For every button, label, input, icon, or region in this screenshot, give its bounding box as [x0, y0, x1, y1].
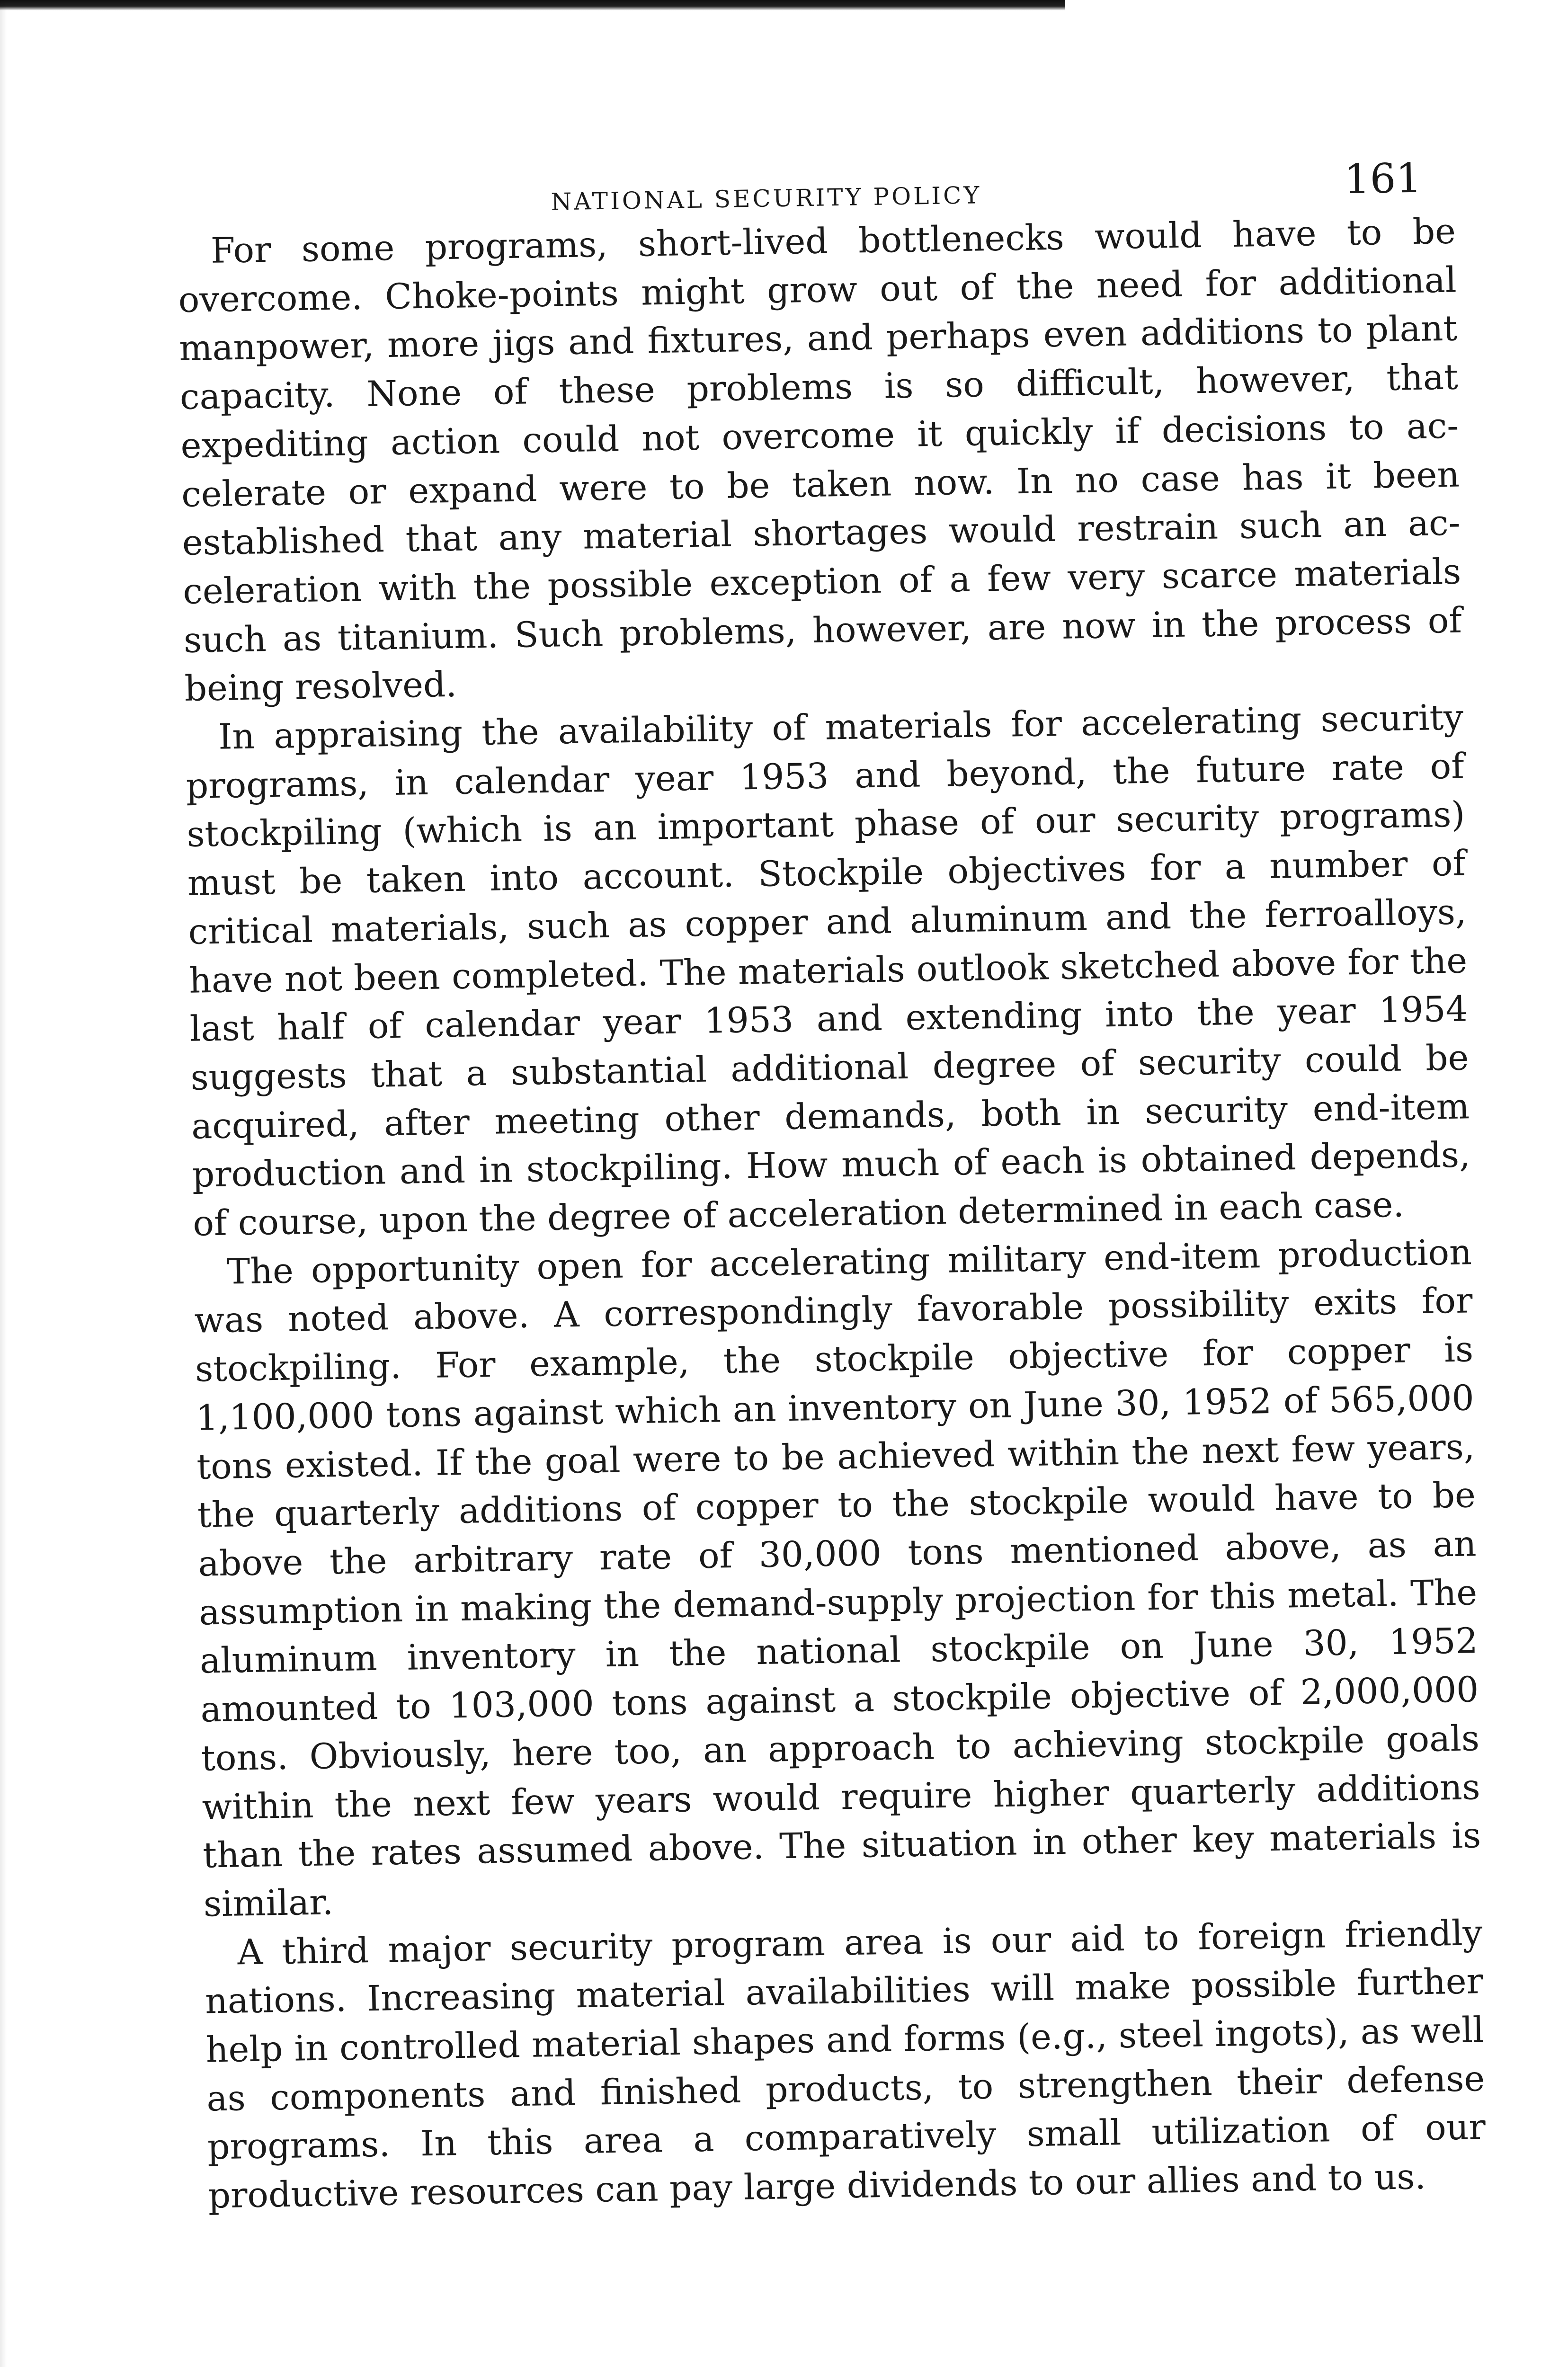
scan-dark-edge — [0, 0, 1065, 10]
paragraph-bottlenecks: For some programs, short-lived bottlenecks would have to be overcome. Choke-points might grow out of the need for additional manpower, more jigs and fixtures, and perhaps even additions to plant capacity. None of these problems is so difficult, however, that expediting action could not overcome it quickly if decisions to accelerate or expand were to be taken now. In no case has it been established that any material shortages would restrain such an acceleration with the possible exception of a few very scarce materials such as titanium. Such problems, however, are now in the process of being resolved. — [178, 211, 1462, 710]
page-number: 161 — [1344, 154, 1422, 204]
body-text — [177, 207, 1487, 2221]
book-page — [176, 136, 1487, 2221]
paragraph-foreign-aid: A third major security program area is our aid to foreign friendly nations. Increasing material availabilities will make possible further help in controlled material shapes and forms (e.g., steel ingots), as well as components and finished products, to strengthen their defense programs. In this area a comparatively small utilization of our productive resources can pay large dividends to our allies and to us. — [205, 1912, 1486, 2216]
paragraph-copper-aluminum: The opportunity open for accelerating military end-item production was noted above. A correspondingly favorable possibility exits for stockpiling. For example, the stockpile objective for copper is 1,100,000 tons against which an inventory on June 30, 1952 of 565,000 tons existed. If the goal were to be achieved within the next few years, the quarterly additions of copper to the stockpile would have to be above the arbitrary rate of 30,000 tons mentioned above, as an assumption in making the demand-supply projection for this metal. The aluminum inventory in the national stockpile on June 30, 1952 amounted to 103,000 tons against a stockpile objective of 2,000,000 tons. Obviously, here too, an approach to achieving stockpile goals within the next few years would require higher quarterly additions than the rates assumed above. The situation in other key materials is similar. — [194, 1232, 1481, 1925]
paragraph-stockpiling-appraisal: In appraising the availability of materials for accelerating security programs, in calendar year 1953 and beyond, the future rate of stockpiling (which is an important phase of our security programs) must be taken into account. Stockpile objectives for a number of critical materials, such as copper and aluminum and the ferroalloys, have not been completed. The materials outlook sketched above for the last half of calendar year 1953 and extending into the year 1954 suggests that a substantial additional degree of security could be acquired, after meeting other demands, both in security end-item production and in stockpiling. How much of each is obtained depends, of course, upon the degree of acceleration determined in each case. — [186, 697, 1471, 1244]
scan-left-shadow — [0, 0, 7, 2367]
running-title: NATIONAL SECURITY POLICY — [551, 181, 982, 216]
